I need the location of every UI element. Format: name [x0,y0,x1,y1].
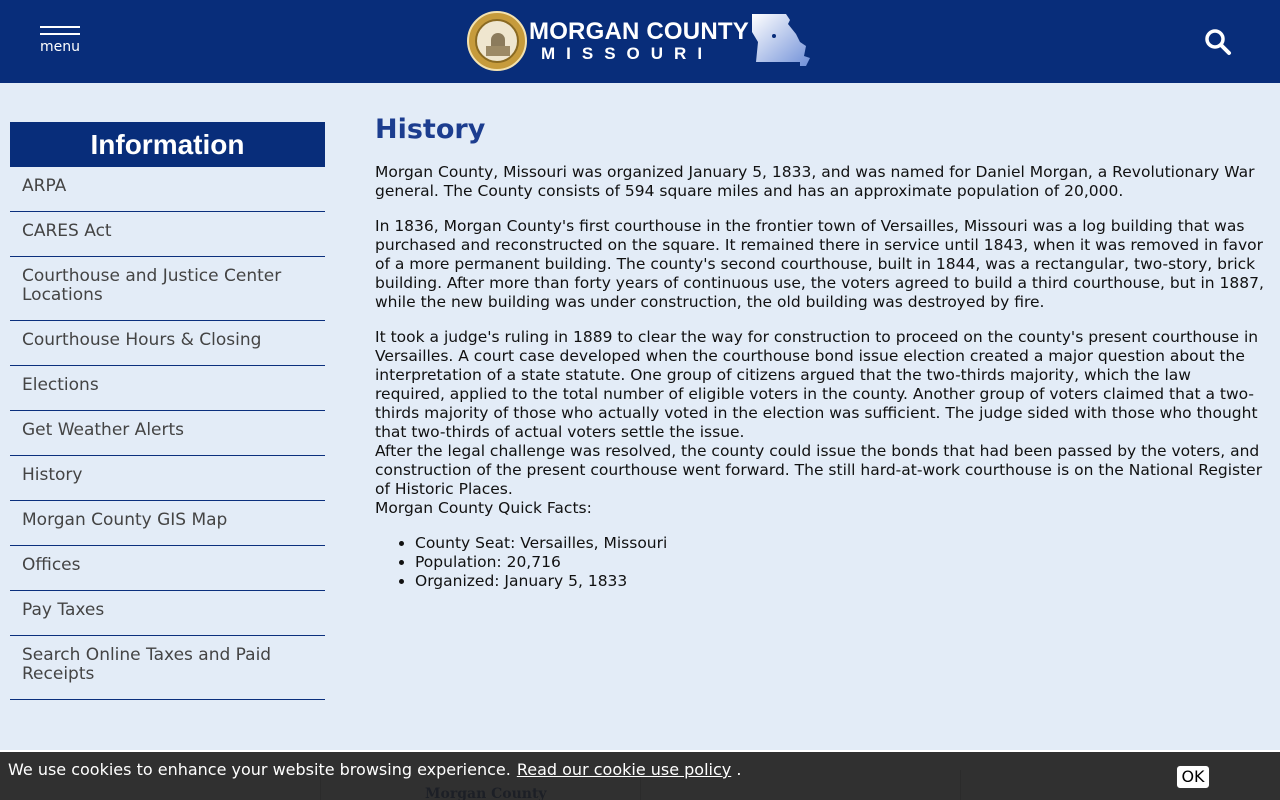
cookie-ok-button[interactable]: OK [1176,765,1210,789]
history-paragraph: After the legal challenge was resolved, the county could issue the bonds that had been passed by the voters, and construction of the present courthouse went forward. The still hard-at-work courthouse is on the National Register of Historic Places. [375,442,1263,498]
history-paragraph: In 1836, Morgan County's first courthouse in the frontier town of Versailles, Missouri was a log building that was purchased and reconstructed on the square. It remained there in service until 1843, when it was removed in favor of a more permanent building. The county's second courthouse, built in 1844, was a rectangular, two-story, brick building. After more than forty years of continuous use, the voters agreed to build a third courthouse, but in 1887, while the new building was under construction, the old building was destroyed by fire. [375,217,1264,311]
search-icon [1204,28,1232,56]
page-title: History [375,114,486,145]
sidebar-item-history[interactable]: History [10,456,325,501]
sidebar-item-weather-alerts[interactable]: Get Weather Alerts [10,411,325,456]
hamburger-icon [40,33,80,35]
sidebar-item-search-taxes[interactable]: Search Online Taxes and Paid Receipts [10,636,325,700]
sidebar-item-pay-taxes[interactable]: Pay Taxes [10,591,325,636]
main-content [375,113,1265,591]
logo-subtitle: MISSOURI [541,44,714,63]
sidebar-item-courthouse-hours[interactable]: Courthouse Hours & Closing [10,321,325,366]
menu-label: menu [40,39,80,55]
list-item: • Population: 20,716 [415,553,1265,572]
cookie-message-text: We use cookies to enhance your website browsing experience. [8,760,511,779]
logo-title: MORGAN COUNTY [529,18,749,45]
cookie-banner [0,752,1280,800]
information-sidebar [10,122,325,700]
county-seal-icon [467,11,527,71]
sidebar-item-offices[interactable]: Offices [10,546,325,591]
sidebar-item-elections[interactable]: Elections [10,366,325,411]
menu-button[interactable] [40,26,82,62]
sidebar-item-courthouse-locations[interactable]: Courthouse and Justice Center Locations [10,257,325,321]
sidebar-heading: Information [10,122,325,167]
hamburger-icon [40,26,80,28]
cookie-message [8,760,741,780]
site-logo[interactable] [467,10,817,72]
cookie-trailing: . [731,760,742,779]
history-paragraph: Morgan County, Missouri was organized January 5, 1833, and was named for Daniel Morgan, a Revolutionary War general. The County consists of 594 square miles and has an approximate population of 20,000. [375,163,1255,200]
site-header [0,0,1280,83]
search-button[interactable] [1204,28,1232,56]
quick-facts-heading: Morgan County Quick Facts: [375,499,592,517]
sidebar-item-cares-act[interactable]: CARES Act [10,212,325,257]
list-item: • County Seat: Versailles, Missouri [415,534,1265,553]
cookie-policy-link[interactable]: Read our cookie use policy [516,760,732,779]
sidebar-item-arpa[interactable]: ARPA [10,167,325,212]
sidebar-item-gis-map[interactable]: Morgan County GIS Map [10,501,325,546]
history-paragraph: It took a judge's ruling in 1889 to clear the way for construction to proceed on the county's present courthouse in Versailles. A court case developed when the courthouse bond issue election created a major question about the interpretation of a state statute. One group of citizens argued that the two-thirds majority, which the law required, applied to the total number of eligible voters in the county. Another group of voters claimed that a two-thirds majority of those who actually voted in the election was sufficient. The judge sided with those who thought that two-thirds of actual voters settle the issue. [375,328,1259,441]
list-item: • Organized: January 5, 1833 [415,572,1265,591]
missouri-state-icon [750,12,812,68]
quick-facts-list [415,534,1265,591]
